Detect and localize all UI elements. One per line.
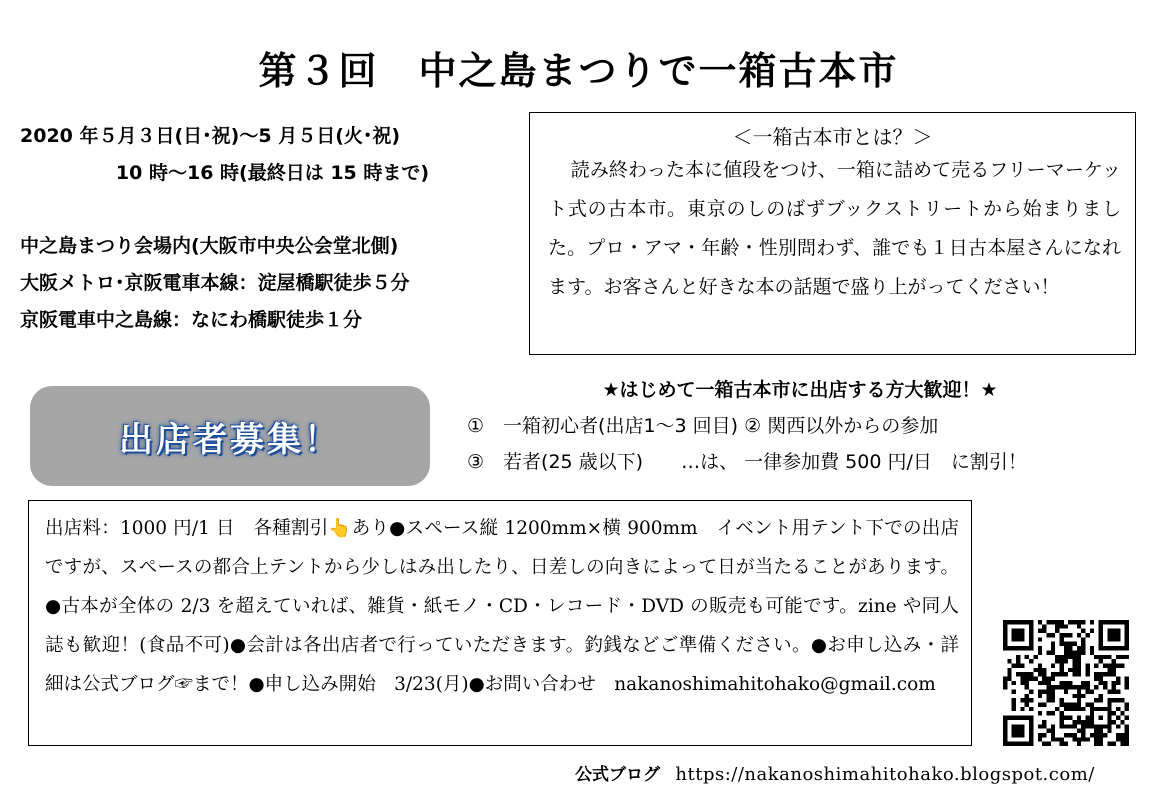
event-access-2: 京阪電車中之島線：なにわ橋駅徒歩１分 — [20, 309, 363, 331]
welcome-line-2: ③ 若者(25 歳以下) …は、 一律参加費 500 円/日 に割引！ — [467, 451, 1027, 473]
spacer — [20, 192, 525, 228]
recruit-label: 出店者募集！ — [119, 419, 341, 460]
blog-label: 公式ブログ — [575, 765, 660, 785]
welcome-line-1: ① 一箱初心者(出店1～3 回目) ② 関西以外からの参加 — [467, 415, 939, 437]
blog-link[interactable]: https://nakanoshimahitohako.blogspot.com/ — [675, 764, 1095, 785]
event-venue: 中之島まつり会場内(大阪市中央公会堂北側) — [20, 235, 399, 257]
event-info — [20, 118, 525, 339]
about-box — [529, 112, 1136, 355]
details-text: 出店料：1000 円/1 日 各種割引👆あり●スペース縦 1200mm×横 900mm イベント用テント下での出店ですが、スペースの都合上テントから少しはみ出したり、日差しの向きによって日が当たることがあります。●古本が全体の 2/3 を超えていれば、雑貨・紙モノ・CD・レコード・DVD の販売も可能です。zine や同人誌も歓迎！(食品不可)●会計は各出店者で行っていただきます。釣銭などご準備ください。●お申し込み・詳細は公式ブログ☞まで！●申し込み開始 3/23(月)●お問い合わせ nakanoshimahitohako@gmail.com — [45, 518, 959, 695]
page-title: 第３回 中之島まつりで一箱古本市 — [258, 49, 899, 93]
event-date: 2020 年５月３日(日･祝)～5 月５日(火･祝) — [20, 125, 401, 147]
blog-footer — [575, 760, 1095, 790]
about-title: ＜一箱古本市とは？＞ — [732, 125, 933, 149]
about-body: 読み終わった本に値段をつけ、一箱に詰めて売るフリーマーケット式の古本市。東京のしのばずブックストリートから始まりました。プロ・アマ・年齢・性別問わず、誰でも１日古本屋さんになれます。お客さんと好きな本の話題で盛り上がってください！ — [548, 159, 1121, 298]
qr-code-icon[interactable] — [1003, 620, 1129, 746]
event-time: 10 時～16 時(最終日は 15 時まで) — [115, 162, 430, 184]
recruit-badge — [30, 386, 430, 486]
welcome-section — [455, 372, 1145, 480]
details-box — [28, 500, 972, 746]
event-access-1: 大阪メトロ･京阪電車本線：淀屋橋駅徒歩５分 — [20, 272, 410, 294]
welcome-headline: ★はじめて一箱古本市に出店する方大歓迎！★ — [602, 379, 998, 401]
